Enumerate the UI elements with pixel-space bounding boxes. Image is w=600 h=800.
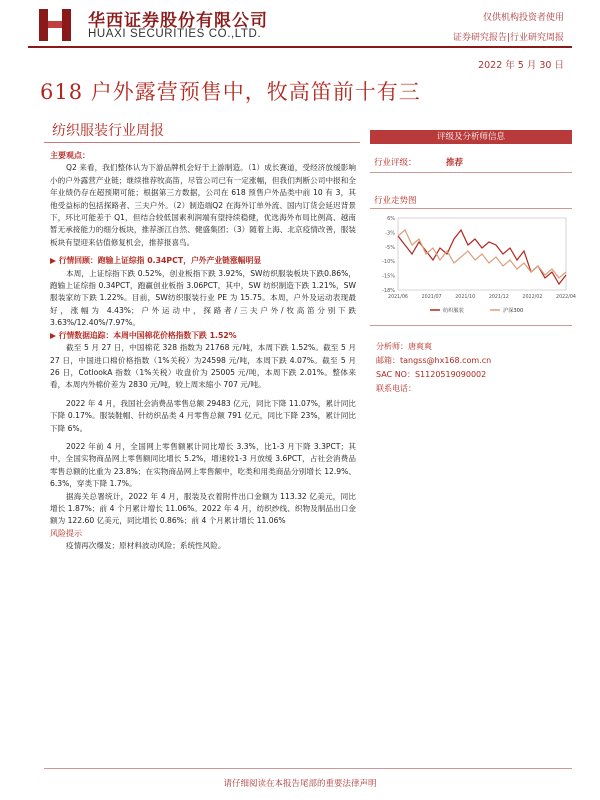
analyst-name: 分析师：唐爽爽 xyxy=(376,342,432,351)
analyst-info xyxy=(376,340,491,396)
y-tick-label: -5% xyxy=(385,244,395,251)
report-date: 2022 年 5 月 30 日 xyxy=(478,60,564,71)
y-tick-label: 6% xyxy=(387,216,395,222)
trend-chart xyxy=(372,212,576,322)
sidebar-divider xyxy=(370,325,572,326)
paragraph: Q2 来看，我们整体认为下游品牌机会好于上游制造。（1）成长赛道，受经济放缓影响小的户外露营产业链；继续推荐牧高笛，尽管公司已有一定涨幅，但我们判断公司中报和全年业绩仍存在超预期可能；根据第三方数据，公司在 618 预售户外品类中前 10 有 3，其他受益标的包括探路者、三夫户外。（2）制造端Q2 在海外订单外流、国内订货会延迟背景下，环比可能差于 Q1，但结合较低国素利润端有望持续稳健，优选海外布局比例高、越南暂无承接能力的细分板块，推荐浙江自然、健盛集团；（3）随着上海、北京疫情改善，服装板块有望迎来估值修复机会，推荐报喜鸟。 xyxy=(50,163,356,247)
header-divider xyxy=(28,46,572,48)
sidebar-divider xyxy=(370,172,572,173)
x-tick-label: 2021/06 xyxy=(388,295,408,300)
analyst-email[interactable]: 邮箱：tangss@hx168.com.cn xyxy=(376,356,492,365)
sidebar-divider xyxy=(370,208,572,209)
x-tick-label: 2021/07 xyxy=(421,295,442,300)
section-bullet: ▶ 行情回顾：跑输上证综指 0.34PCT，户外产业链涨幅明显 xyxy=(50,256,262,266)
legend-label: 沪深300 xyxy=(503,308,524,314)
risk-heading: 风险提示 xyxy=(50,528,82,538)
rating-label: 行业评级： xyxy=(374,158,417,168)
paragraph: 2022 年前 4 月，全国网上零售额累计同比增长 3.3%，比1-3 月下降 3.3PCT；其中，全国实物商品网上零售额同比增长 5.2%，增速较1-3 月放缓 3.6PCT，占社会消费品零售总额的比重为 23.8%；在实物商品网上零售额中，吃类和用类商品分别增长 12.9%、6.3%，穿类下降 1.7%。 xyxy=(50,441,356,489)
y-tick-label: -15% xyxy=(382,273,395,280)
industry-heading: 纺织服装行业周报 xyxy=(52,123,164,139)
trend-chart-label: 行业走势图 xyxy=(374,196,417,206)
paragraph: 2022 年 4 月，我国社会消费品零售总额 29483 亿元，同比下降 11.07%，累计同比下降 0.17%。服装鞋帽、针纺织品类 4 月零售总额 791 亿元，同比下降 23%，累计同比下降 6%。 xyxy=(50,398,356,433)
section-bullet: ▶ 行情数据追踪：本周中国棉花价格指数下跌 1.52% xyxy=(50,330,237,340)
y-tick-label: -3% xyxy=(385,230,395,237)
paragraph: 截至 5 月 27 日，中国棉花 328 指数为 21768 元/吨，本周下跌 1.52%。截至 5 月 27 日，中国进口棉价格指数（1%关税）为24598 元/吨，本周下跌 4.07%。截至 5 月 26 日，CotlookA 指数（1%关税）收盘价为 25005 元/吨，本周下跌 2.01%。整体来看，本周内外棉价差为 2830 元/吨，较上周末缩小 707 元/吨。 xyxy=(50,343,356,390)
bullet-text: 行情回顾：跑输上证综指 0.34PCT，户外产业链涨幅明显 xyxy=(58,256,262,266)
industry-divider xyxy=(44,142,360,143)
footer-divider xyxy=(44,768,572,769)
legend-label: 纺织服装 xyxy=(443,308,464,314)
main-points xyxy=(50,150,356,553)
rating-value: 推荐 xyxy=(446,158,464,168)
analyst-phone: 联系电话： xyxy=(376,384,416,393)
brand-name-cn: 华西证券股份有限公司 xyxy=(88,11,268,31)
paragraph: 据海关总署统计，2022 年 4 月，服装及衣着附件出口金额为 113.32 亿美元，同比增长 1.87%；前 4 个月累计增长 11.06%。2022 年 4 月，纺织纱线、织物及制品出口金额为 122.60 亿美元，同比增长 0.86%；前 4 个月累计增长 11.06% xyxy=(50,491,356,526)
company-logo xyxy=(36,6,74,44)
analyst-sac: SAC NO：S1120519090002 xyxy=(376,370,487,379)
legal-footer: 请仔细阅读在本报告尾部的重要法律声明 xyxy=(223,779,377,789)
main-points-label: 主要观点： xyxy=(50,151,90,160)
risk-text: 疫情再次爆发；原材料波动风险；系统性风险。 xyxy=(66,541,226,551)
report-title: 618 户外露营预售中，牧高笛前十有三 xyxy=(40,80,421,104)
x-tick-label: 2021/10 xyxy=(455,295,476,300)
audience-note: 仅供机构投资者使用 xyxy=(482,13,564,23)
x-tick-label: 2022/02 xyxy=(522,295,543,300)
paragraph: 本周，上证综指下跌 0.52%，创业板指下跌 3.92%，SW纺织服装板块下跌0.86%，跑输上证综指 0.34PCT，跑赢创业板指 3.06PCT，其中，SW 纺织制造下跌 1.21%，SW 服装家纺下跌 1.22%。目前，SW纺织服装行业 PE 为 15.75。本周，户外及运动表现最好，涨幅为 4.43%；户外运动中，探路者/三夫户外/牧高笛分别下跌 3.63%/12.40%/7.97%。 xyxy=(50,268,356,328)
bullet-text: 行情数据追踪：本周中国棉花价格指数下跌 1.52% xyxy=(58,330,237,340)
brand-name-en: HUAXI SECURITIES CO.,LTD. xyxy=(88,28,262,40)
x-tick-label: 2021/12 xyxy=(488,295,509,300)
y-tick-label: -18% xyxy=(382,288,395,294)
report-category: 证券研究报告|行业研究周报 xyxy=(452,33,564,43)
x-tick-label: 2022/04 xyxy=(556,295,576,300)
sidebar-header: 评级及分析师信息 xyxy=(370,130,572,144)
series-line-0 xyxy=(398,230,566,284)
y-tick-label: -10% xyxy=(382,259,395,266)
